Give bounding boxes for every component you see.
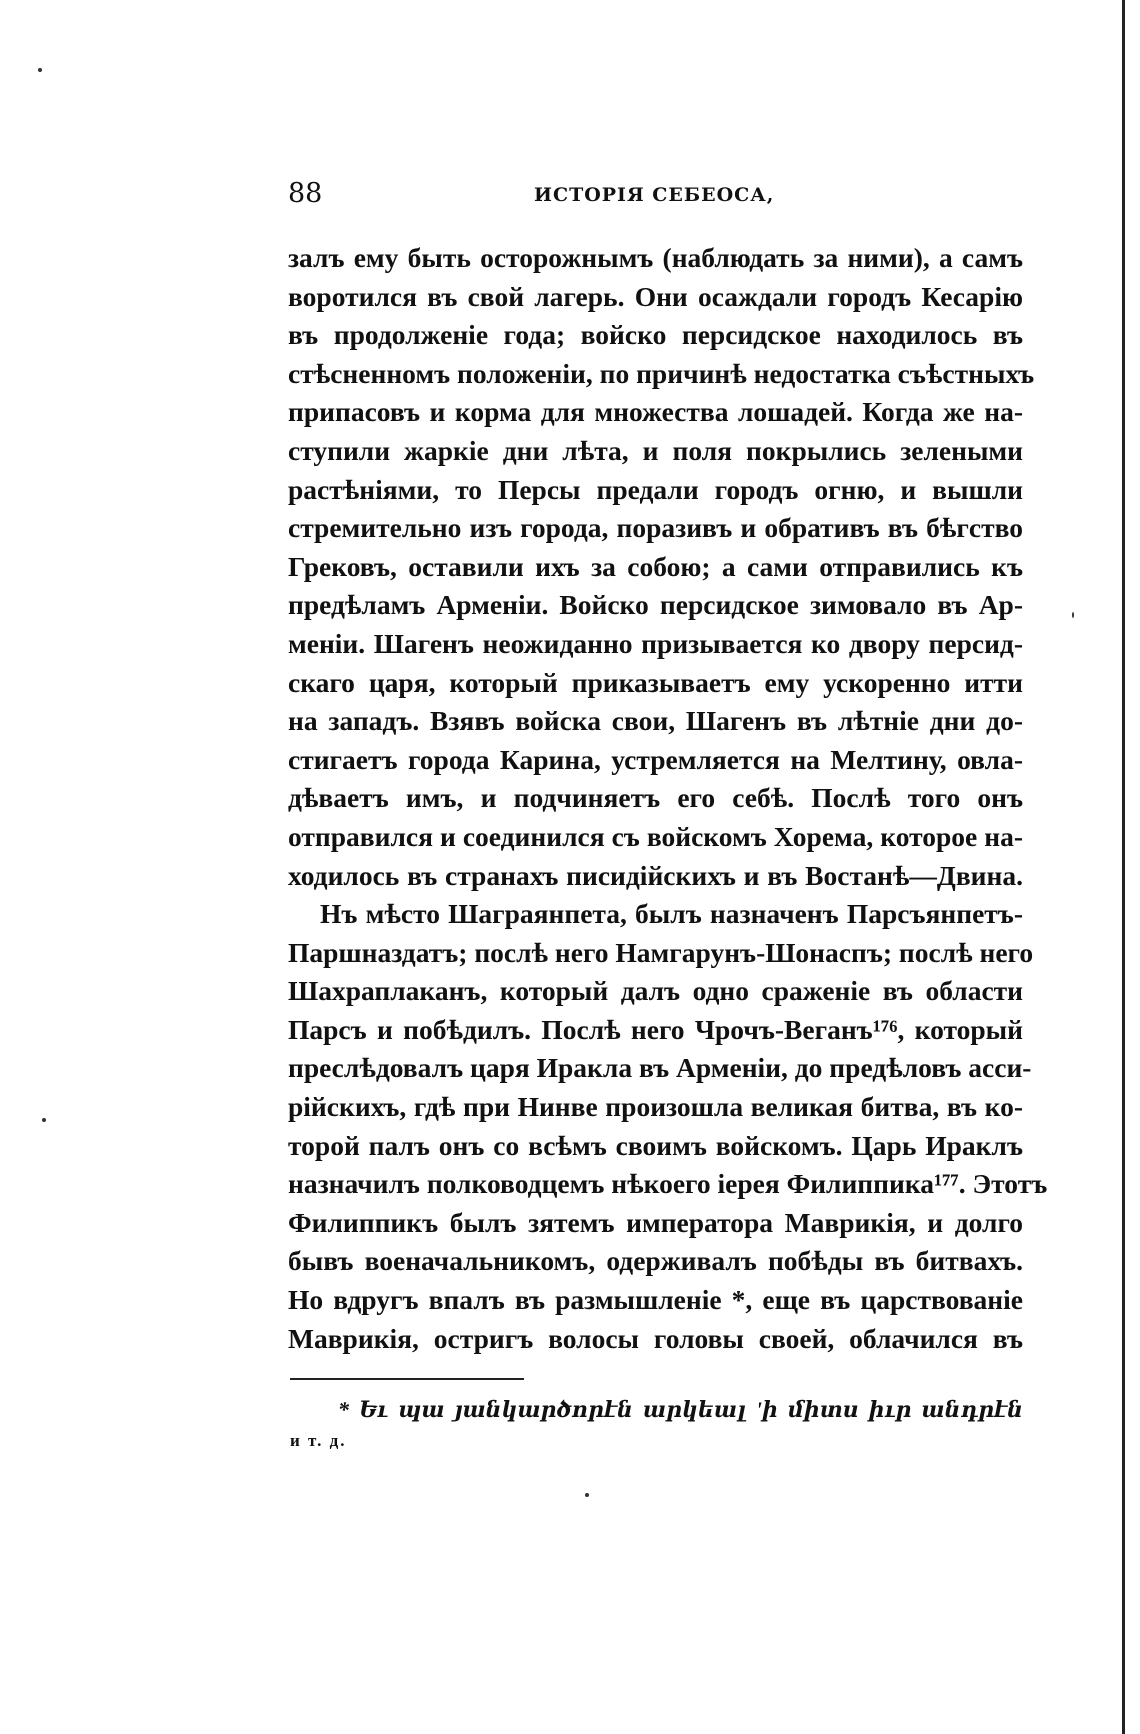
text-line: стремительно изъ города, поразивъ и обративъ въ бѣгство <box>288 512 1023 544</box>
footnote-rule <box>290 1378 524 1380</box>
text-line: стигаетъ города Карина, устремляется на Мелтину, овла- <box>288 743 1023 775</box>
page-header <box>288 176 1023 216</box>
text-line: дѣваетъ имъ, и подчиняетъ его себѣ. Послѣ того онъ <box>288 782 1023 814</box>
text-line: Филиппикъ былъ зятемъ императора Маврикія, и долго <box>288 1206 1023 1238</box>
page-edge <box>1122 0 1125 1734</box>
page-number: 88 <box>288 178 323 209</box>
text-line: Парсъ и побѣдилъ. Послѣ него Чрочъ-Веганъ¹⁷⁶, который <box>288 1013 1023 1045</box>
text-line: рійскихъ, гдѣ при Нинве произошла великая битва, въ ко- <box>288 1091 1023 1123</box>
text-line: залъ ему быть осторожнымъ (наблюдать за ними), а самъ <box>288 242 1023 273</box>
text-line: преслѣдовалъ царя Иракла въ Арменіи, до предѣловъ асси- <box>288 1052 1032 1084</box>
text-line: въ продолженіе года; войско персидское находилось въ <box>288 319 1023 351</box>
footnote-etc: и т. д. <box>290 1431 347 1450</box>
text-line: назначилъ полководцемъ нѣкоего іерея Филиппика¹⁷⁷. Этотъ <box>288 1168 1048 1200</box>
text-line: скаго царя, который приказываетъ ему ускоренно итти <box>288 666 1023 698</box>
text-line: меніи. Шагенъ неожиданно призывается ко двору персид- <box>288 627 1023 659</box>
text-line: на западъ. Взявъ войска свои, Шагенъ въ лѣтніе дни до- <box>288 705 1023 737</box>
text-line: стѣсненномъ положеніи, по причинѣ недостатка съѣстныхъ <box>288 357 1035 389</box>
text-line: ходилось въ странахъ писидійскихъ и въ Востанѣ—Двина. <box>288 859 1023 891</box>
footnote-armenian-quote: * Եւ պա յանկարծորէն արկեալ 'ի միտս իւր անդրէն <box>338 1397 1023 1422</box>
text-line: Маврикія, остригъ волосы головы своей, облачился въ <box>288 1322 1023 1354</box>
text-line: предѣламъ Арменіи. Войско персидское зимовало въ Ар- <box>288 589 1023 621</box>
footnote <box>290 1394 1023 1456</box>
text-line: припасовъ и корма для множества лошадей. Когда же на- <box>288 396 1023 428</box>
scan-speck <box>38 68 42 72</box>
text-line: отправился и соединился съ войскомъ Хорема, которое на- <box>288 820 1023 852</box>
text-line: Нъ мѣсто Шаграянпета, былъ назначенъ Парсъянпетъ- <box>320 898 1023 930</box>
scan-speck <box>1072 612 1074 618</box>
scan-speck <box>42 1118 46 1122</box>
running-title: ИСТОРІЯ СЕБЕОСА, <box>534 184 775 206</box>
text-line: Шахраплаканъ, который далъ одно сраженіе въ области <box>288 975 1023 1007</box>
scan-speck <box>585 1493 589 1497</box>
text-line: Паршназдатъ; послѣ него Намгарунъ-Шонаспъ; послѣ него <box>288 936 1034 968</box>
text-line: торой палъ онъ со всѣмъ своимъ войскомъ. Царь Ираклъ <box>288 1129 1023 1161</box>
text-line: бывъ военачальникомъ, одерживалъ побѣды въ битвахъ. <box>288 1245 1023 1277</box>
text-line: Грековъ, оставили ихъ за собою; а сами отправились къ <box>288 550 1023 582</box>
text-line: воротился въ свой лагерь. Они осаждали городъ Кесарію <box>288 280 1023 312</box>
text-line: ступили жаркіе дни лѣта, и поля покрылись зелеными <box>288 434 1023 466</box>
text-line: растѣніями, то Персы предали городъ огню, и вышли <box>288 473 1023 505</box>
body-text <box>288 239 1048 1358</box>
text-line: Но вдругъ впалъ въ размышленіе *, еще въ царствованіе <box>288 1284 1023 1316</box>
